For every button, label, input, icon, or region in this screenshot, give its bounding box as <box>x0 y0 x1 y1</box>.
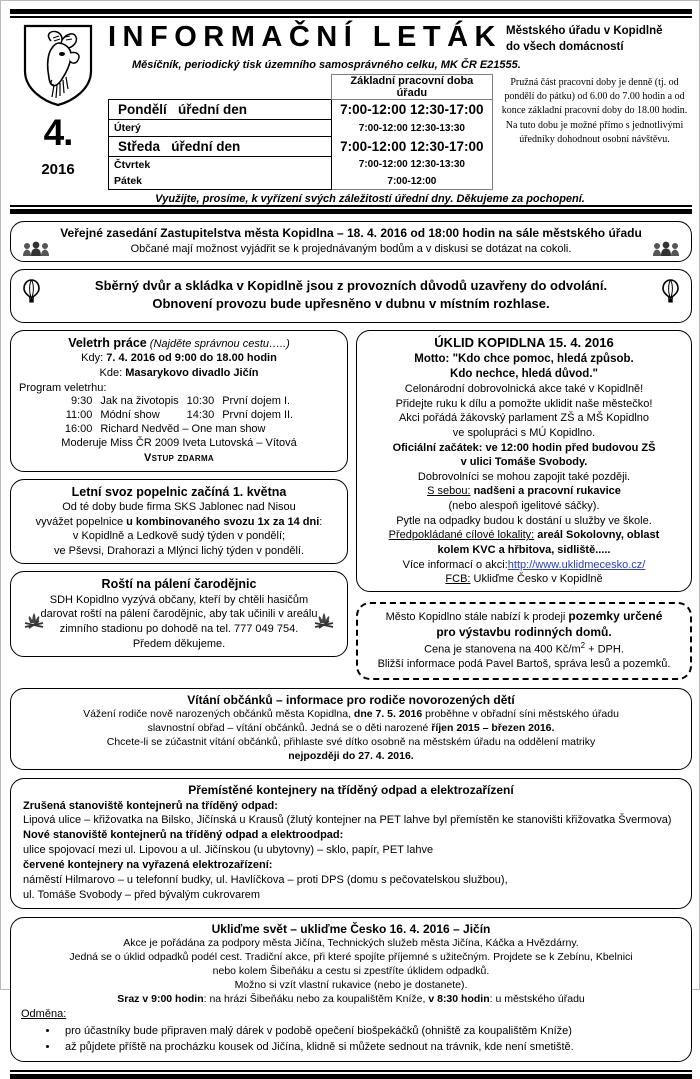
containers-subhead-2: Nové stanoviště kontejnerů na tříděný odpad a elektroodpad: <box>23 829 344 842</box>
periodical-info: Měsíčník, periodický tisk územního samosprávného celku, MK ČR E21555. <box>132 59 521 72</box>
goat-head-coat-of-arms-icon <box>21 23 95 107</box>
bins-title: Letní svoz popelnic začíná 1. května <box>71 484 287 499</box>
job-fair-subtitle: (Najděte správnou cestu…..) <box>149 337 290 350</box>
land-for-sale-box <box>356 602 692 680</box>
summer-bin-collection-box <box>10 479 348 565</box>
bins-line-2: vyvážet popelnice u kombinovaného svozu 1x za 14 dni: <box>35 515 323 528</box>
program-time-2: 16:00 <box>64 423 93 436</box>
program-time-0-b: 10:30 <box>186 394 215 407</box>
masthead-subtitle-line-1: Městského úřadu v Kopidlně <box>505 25 663 37</box>
cleanup-line-3: Akci pořádá žákovský parlament ZŠ a MŠ Kopidlno <box>398 412 650 425</box>
cleanup-world-box <box>10 917 692 1062</box>
office-hours-block <box>108 74 493 190</box>
hours-time-0: 7:00-12:00 12:30-17:00 <box>331 100 492 120</box>
containers-subhead-3: červené kontejnery na vyřazená elektrozařízení: <box>23 859 273 872</box>
cleanup-bring-note: (nebo alespoň igelitové sáčky). <box>448 500 600 513</box>
containers-body-1: Lipová ulice – křižovatka na Bilsko, Jičínská u Krausů (žlutý kontejner na PET lahve byl přemístěn ke stanovišti křižovatka Švermova) <box>23 814 672 827</box>
crowd-icon <box>653 242 679 256</box>
containers-body-2: ulice spojovací mezi ul. Lipovou a ul. Jičínskou (u ubytovny) – sklo, papír, PET lahve <box>23 844 434 857</box>
hours-day-2: Středa úřední den <box>109 137 332 157</box>
bins-line-4: ve Pševsi, Drahorazi a Mlýnci lichý týden v pondělí. <box>53 544 305 557</box>
table-row <box>61 408 297 422</box>
job-fair-title: Veletrh práce <box>68 335 147 350</box>
land-line-4: Bližší informace podá Pavel Bartoš, správa lesů a pozemků. <box>377 658 671 671</box>
world-line-2: Jedná se o úklid odpadků podél cest. Tradiční akce, při které spojíte příjemné s užitečným. Projdete se k Zebínu, Kbelnici <box>69 951 633 964</box>
job-fair-host: Moderuje Miss ČR 2009 Iveta Lutovská – Vítová <box>61 437 297 450</box>
hours-table-header: Základní pracovní doba úřadu <box>331 75 492 100</box>
world-meeting-point: Sraz v 9:00 hodin: na hrázi Šibeňáku nebo za koupalištěm Kníže, v 8:30 hodin: u městského úřadu <box>117 992 585 1005</box>
cleanup-url-link[interactable]: http://www.uklidmecesko.cz/ <box>507 558 646 571</box>
table-row <box>109 120 493 137</box>
top-rule <box>10 9 692 18</box>
issue-number: 4. <box>43 112 73 153</box>
hours-day-1: Úterý <box>109 120 332 137</box>
land-line-3: Cena je stanovena na 400 $Kč/m^2$ + DPH. <box>424 640 624 656</box>
program-time-0-a: 9:30 <box>70 394 93 407</box>
cleanup-targets: Předpokládané cílové lokality: areál Sokolovny, oblast <box>388 529 660 542</box>
job-fair-box <box>10 330 348 472</box>
world-title: Ukliďme svět – ukliďme Česko 16. 4. 2016 – Jičín <box>211 921 491 936</box>
world-line-4: Možno si vzít vlastní rukavice (nebo je dostanete). <box>234 979 468 991</box>
job-fair-program-label: Program veletrhu: <box>19 381 107 394</box>
masthead-bottom-rule <box>10 205 692 214</box>
program-name-0-b: První dojem I. <box>222 394 291 407</box>
cleanup-title: ÚKLID KOPIDLNA 15. 4. 2016 <box>434 334 614 350</box>
hours-day-0: Pondělí úřední den <box>109 100 332 120</box>
masthead-text-column <box>106 20 692 205</box>
two-column-region <box>10 330 692 680</box>
balloon-icon <box>23 279 40 304</box>
witches-bonfire-box <box>10 571 348 657</box>
bonfire-icon <box>313 612 335 628</box>
job-fair-program-table <box>61 394 297 437</box>
table-row <box>109 173 493 190</box>
hours-time-4: 7:00-12:00 <box>331 173 492 190</box>
world-reward-label: Odměna: <box>21 1007 67 1020</box>
cleanup-bags: Pytle na odpadky budou k dostání u služby ve škole. <box>396 514 652 527</box>
welcome-line-1: Vážení rodiče nově narozených občánků města Kopidlna, dne 7. 5. 2016 proběhne v obřadní síni městského úřadu <box>83 708 619 721</box>
masthead-subtitle-line-2: do všech domácností <box>505 40 624 53</box>
welcome-line-3: Chcete-li se zúčastnit vítání občánků, přihlaste své dítko osobně na městském úřadu na oddělení matriky <box>106 736 596 749</box>
witches-line-2: darovat roští na pálení čarodějnic, aby tak učinili v areálu <box>40 608 318 621</box>
hours-table-corner <box>109 75 332 100</box>
issue-year: 2016 <box>41 161 75 178</box>
witches-line-4: Předem děkujeme. <box>132 637 226 650</box>
witches-title: Roští na pálení čarodějnic <box>101 577 257 592</box>
masthead <box>10 18 692 205</box>
table-row <box>61 422 297 436</box>
cleanup-fcb: FCB: Ukliďme Česko v Kopidlně <box>445 573 603 586</box>
cleanup-more-info: Více informací o akci:http://www.uklidmecesko.cz/ <box>402 558 646 571</box>
containers-body-3: náměstí Hilmarovo – u telefonní budky, ul. Havlíčkova – proti DPS (domu s pečovatelskou službou), <box>23 873 508 886</box>
welcome-title: Vítání občánků – informace pro rodiče novorozených dětí <box>187 692 515 707</box>
masthead-subtitle <box>502 20 663 55</box>
right-column <box>356 330 692 680</box>
council-meeting-title: Veřejné zasedání Zastupitelstva města Kopidlna – 18. 4. 2016 od 18:00 hodin na sále městského úřadu <box>60 226 642 241</box>
council-meeting-note: Občané mají možnost vyjádřit se k projednávaným bodům a v diskusi se dotázat na cokoli. <box>130 242 572 255</box>
cleanup-line-1: Celonárodní dobrovolnická akce také v Kopidlně! <box>404 383 644 396</box>
containers-subhead-1: Zrušená stanoviště kontejnerů na tříděný odpad: <box>23 799 278 812</box>
crowd-icon <box>23 242 49 256</box>
left-column <box>10 330 348 658</box>
cleanup-line-4: ve spolupráci s MÚ Kopidlno. <box>452 426 596 439</box>
cleanup-kopidlna-box <box>356 330 692 592</box>
page-title: INFORMAČNÍ LETÁK <box>108 21 502 53</box>
table-row <box>109 100 493 120</box>
hours-time-1: 7:00-12:00 12:30-13:30 <box>331 120 492 137</box>
list-item: • pro účastníky bude připraven malý dárek v podobě opečení biošpekáčků (ohniště za koupalištěm Kníže) <box>59 1024 681 1040</box>
cleanup-motto-2: Kdo nechce, hledá důvod." <box>450 367 598 380</box>
job-fair-where-label: Kde: <box>99 366 123 379</box>
cleanup-targets-2: kolem KVC a hřbitova, sidliště..... <box>437 543 611 556</box>
bins-line-1: Od té doby bude firma SKS Jablonec nad Nisou <box>62 500 296 513</box>
world-line-3: nebo kolem Šibeňáku a cestu si zpestříte úklidem odpadků. <box>212 965 490 978</box>
job-fair-free-entry: Vstup zdarma <box>144 452 214 465</box>
cleanup-motto-1: Motto: "Kdo chce pomoc, hledá způsob. <box>414 352 634 365</box>
council-meeting-box <box>10 221 692 262</box>
job-fair-when-value: 7. 4. 2016 od 9:00 do 18.00 hodin <box>106 352 277 365</box>
cleanup-line-2: Přidejte ruku k dílu a pomožte uklidit naše městečko! <box>395 397 653 410</box>
welcome-line-2: slavnostní obřad – vítání občánků. Jedná se o děti narozené říjen 2015 – březen 2016. <box>147 722 555 735</box>
containers-title: Přemístěné kontejnery na tříděný odpad a elektrozařízení <box>188 783 514 798</box>
job-fair-where-value: Masarykovo divadlo Jičín <box>125 366 259 379</box>
balloon-icon <box>662 279 679 304</box>
cleanup-later: Dobrovolníci se mohou zapojit také později. <box>417 470 631 483</box>
use-office-days-note: Využijte, prosíme, k vyřízení svých záležitostí úřední dny. Děkujeme za pochopení. <box>155 193 585 206</box>
program-time-1-a: 11:00 <box>65 408 93 421</box>
bonfire-icon <box>23 612 45 628</box>
program-name-2: Richard Nedvěd – One man show <box>100 423 266 436</box>
hours-time-3: 7:00-12:00 12:30-13:30 <box>331 157 492 174</box>
cleanup-bring: S sebou: nadšeni a pracovní rukavice <box>427 485 621 498</box>
hours-time-2: 7:00-12:00 12:30-17:00 <box>331 137 492 157</box>
land-line-1: Město Kopidlno stále nabízí k prodeji pozemky určené <box>385 608 663 623</box>
bottom-rule <box>10 1070 692 1079</box>
program-name-1-b: První dojem II. <box>222 408 294 421</box>
collection-yard-line-2: Obnovení provozu bude upřesněno v dubnu v místním rozhlase. <box>152 296 550 312</box>
flexible-hours-note: Pružná část pracovní doby je denně (tj. od pondělí do pátku) od 6.00 do 7.00 hodin a od konce základní pracovní doby do 18.00 hodin. Na tuto dobu je možné přímo s jednotlivými úředníky dohodnout osobní návštěvu. <box>501 77 688 145</box>
table-row <box>109 157 493 174</box>
cleanup-start-1: Oficiální začátek: ve 12:00 hodin před budovou ZŠ <box>392 441 656 454</box>
world-reward-list <box>21 1024 681 1056</box>
program-time-1-b: 14:30 <box>186 408 215 421</box>
collection-yard-line-1: Sběrný dvůr a skládka v Kopidlně jsou z provozních důvodů uzavřeny do odvolání. <box>94 278 608 294</box>
hours-day-3: Čtvrtek <box>109 157 332 174</box>
list-item: • až půjdete příště na procházku kousek od Jičína, klidně si můžete sednout na trávnik, kde není smetiště. <box>59 1040 681 1056</box>
crest-column <box>10 20 106 205</box>
witches-line-1: SDH Kopidlno vyzývá občany, kteří by chtěli hasičům <box>49 593 309 606</box>
cleanup-start-2: v ulici Tomáše Svobody. <box>460 456 588 469</box>
welcome-citizens-box <box>10 688 692 770</box>
containers-body-4: ul. Tomáše Svobody – před bývalým cukrovarem <box>23 888 261 901</box>
witches-line-3: zimního stadionu po dohodě na tel. 777 049 754. <box>59 622 299 635</box>
collection-yard-box <box>10 269 692 322</box>
table-row <box>109 137 493 157</box>
bins-line-3: v Kopidlně a Ledkově sudý týden v pondělí; <box>72 530 286 543</box>
land-line-2: pro výstavbu rodinných domů. <box>436 624 612 639</box>
world-line-1: Akce je pořádána za podpory města Jičína, Technických služeb města Jičína, Káčka a Hvězdárny. <box>123 937 579 950</box>
program-name-0-a: Jak na životopis <box>100 394 179 407</box>
welcome-line-4: nejpozději do 27. 4. 2016. <box>288 750 414 763</box>
hours-day-4: Pátek <box>109 173 332 190</box>
program-name-1-a: Módní show <box>100 408 160 421</box>
relocated-containers-box <box>10 778 692 909</box>
job-fair-when-label: Kdy: <box>81 352 104 365</box>
office-hours-table <box>108 74 493 190</box>
table-row <box>61 394 297 408</box>
